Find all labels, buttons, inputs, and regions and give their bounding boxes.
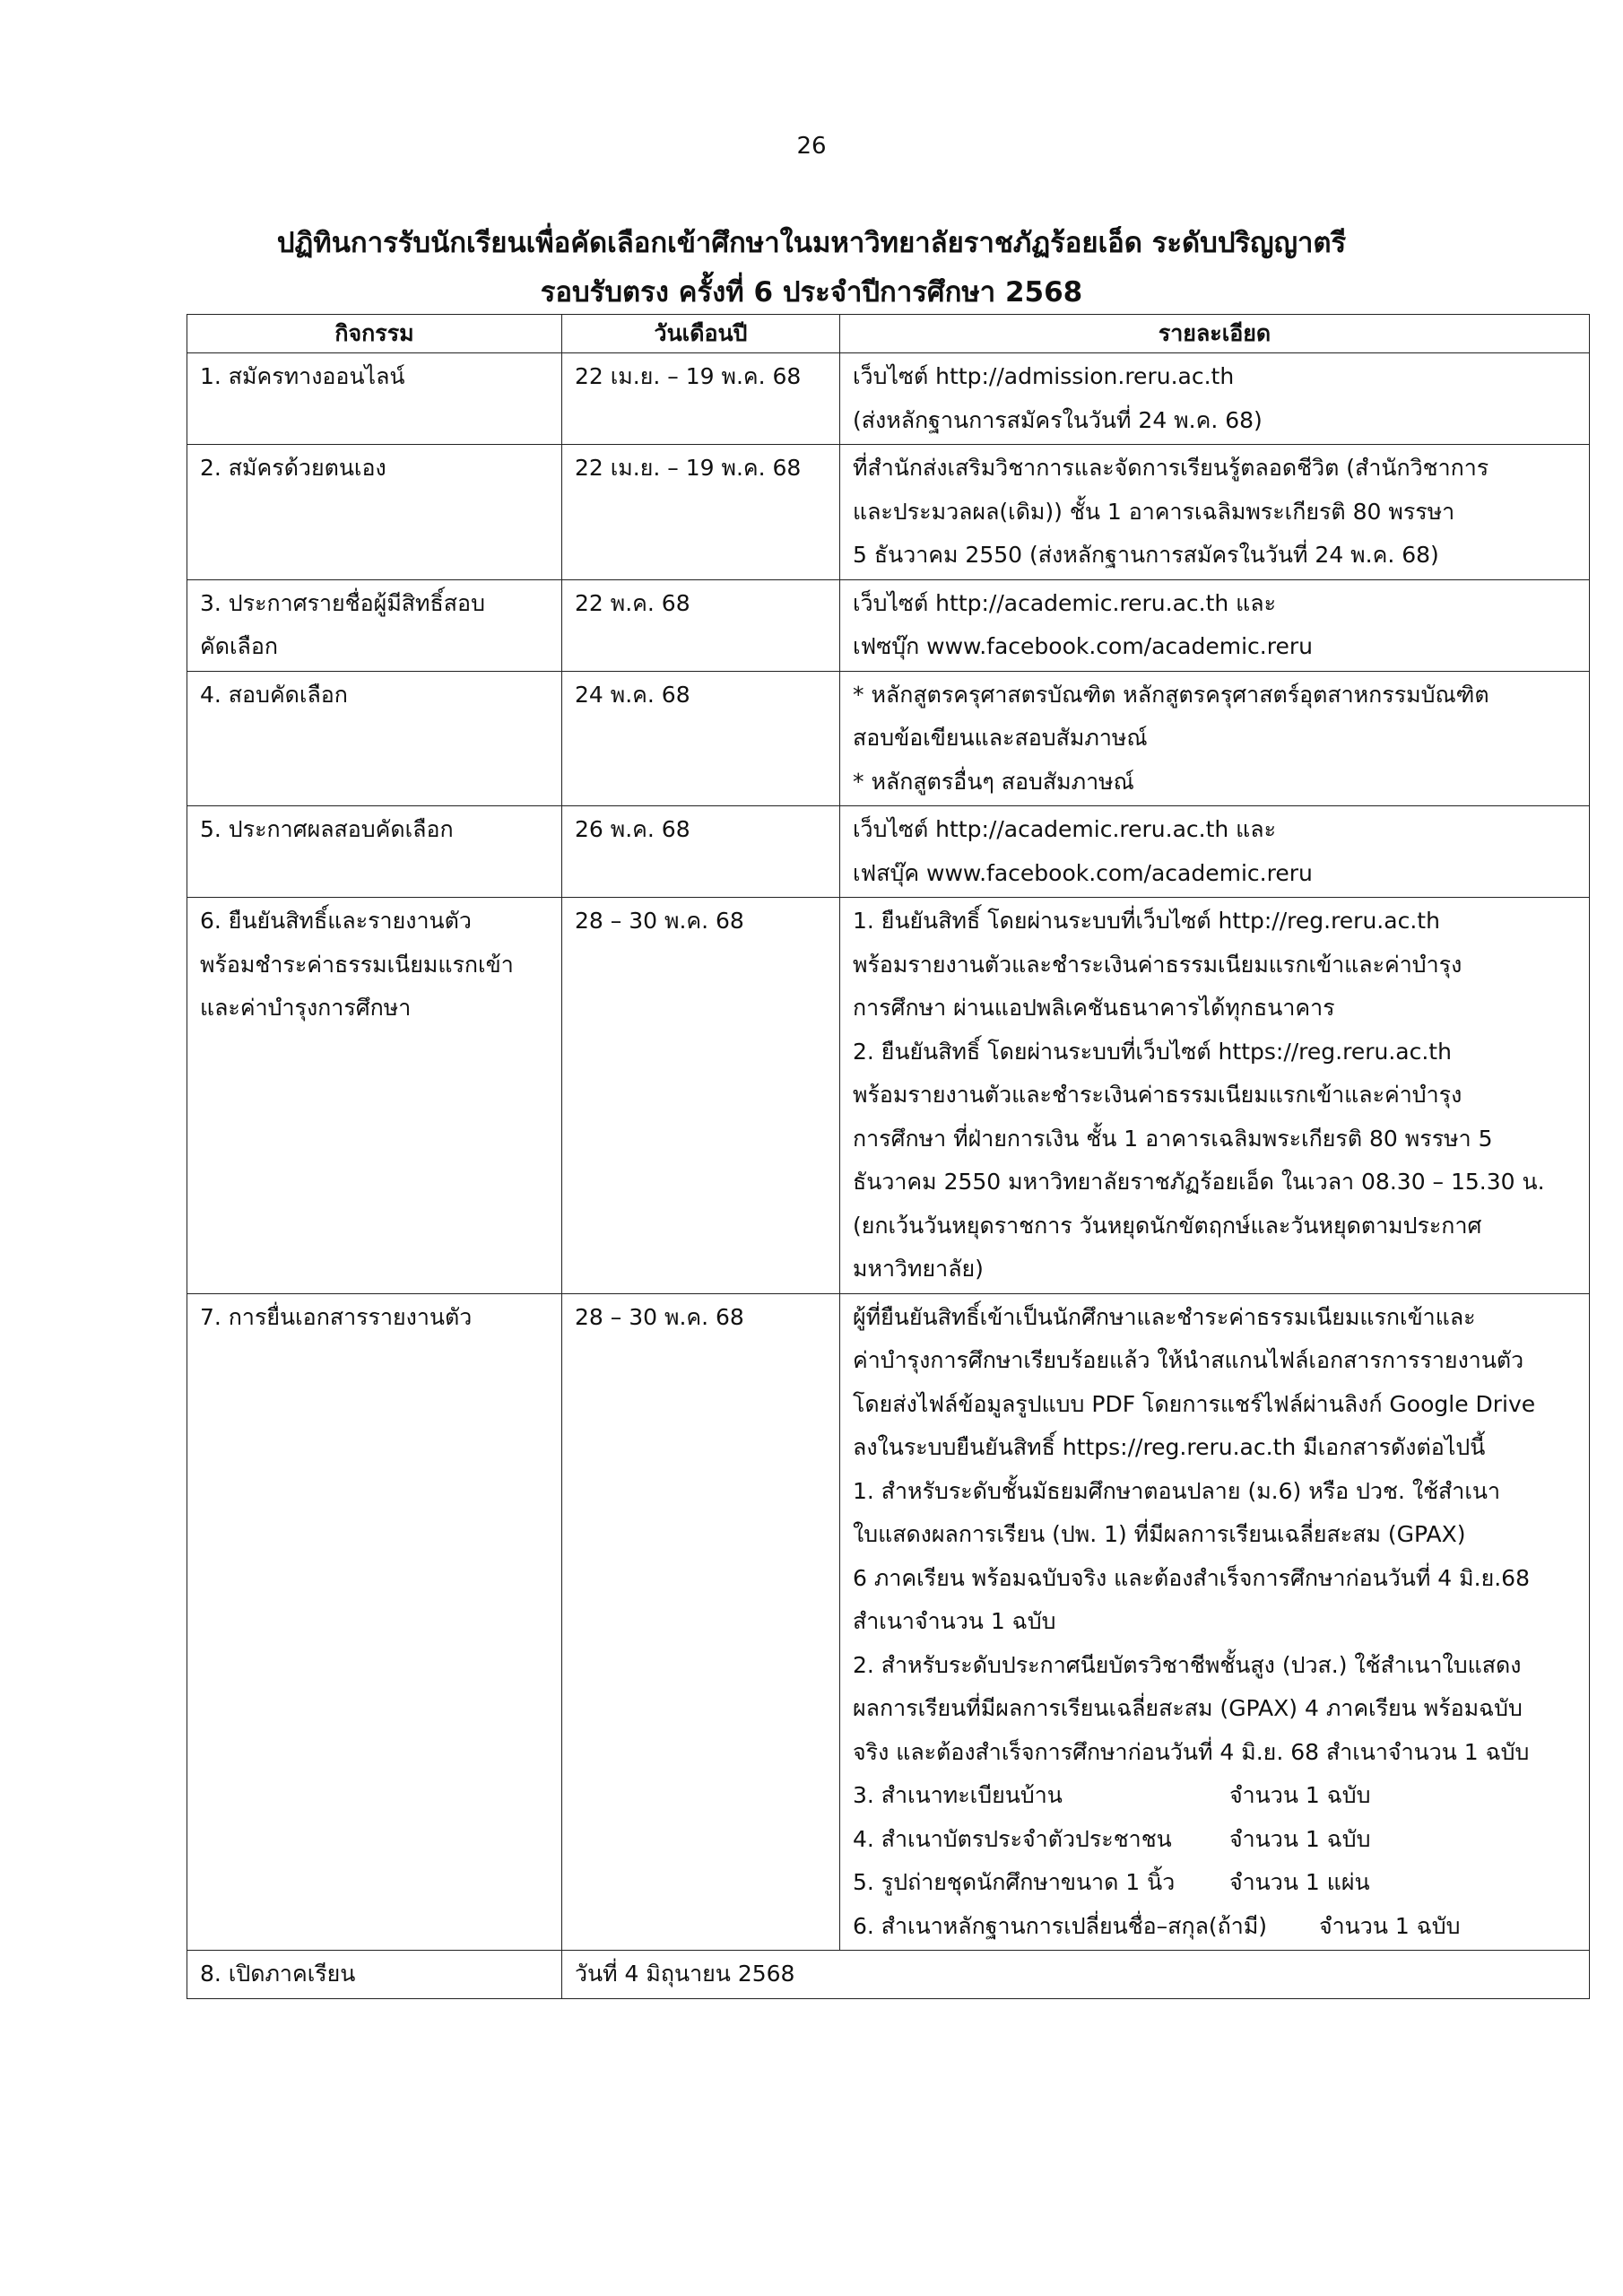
detail-line: สำเนาจำนวน 1 ฉบับ — [853, 1608, 1056, 1634]
date-cell: 22 พ.ค. 68 — [562, 579, 840, 671]
detail-line: * หลักสูตรครุศาสตรบัณฑิต หลักสูตรครุศาสตร์อุตสาหกรรมบัณฑิต — [853, 681, 1489, 708]
doc-item-name: 6. สำเนาหลักฐานการเปลี่ยนชื่อ–สกุล(ถ้ามี) — [853, 1912, 1268, 1939]
document-subtitle: รอบรับตรง ครั้งที่ 6 ประจำปีการศึกษา 2568 — [540, 276, 1083, 309]
detail-line: เฟสบุ๊ค www.facebook.com/academic.reru — [853, 859, 1313, 886]
activity-cell — [187, 445, 562, 580]
doc-item-name: 4. สำเนาบัตรประจำตัวประชาชน — [853, 1825, 1172, 1852]
activity-text: 6. ยืนยันสิทธิ์และรายงานตัว — [200, 908, 472, 934]
activity-text: 7. การยื่นเอกสารรายงานตัว — [200, 1303, 473, 1330]
detail-line: ผลการเรียนที่มีผลการเรียนเฉลี่ยสะสม (GPAX) 4 ภาคเรียน พร้อมฉบับ — [853, 1695, 1523, 1721]
table-row — [187, 806, 1590, 898]
detail-line: ธันวาคม 2550 มหาวิทยาลัยราชภัฏร้อยเอ็ด ในเวลา 08.30 – 15.30 น. — [853, 1169, 1545, 1195]
header-details: รายละเอียด — [840, 315, 1590, 353]
detail-line: 1. สำหรับระดับชั้นมัธยมศึกษาตอนปลาย (ม.6) หรือ ปวช. ใช้สำเนา — [853, 1477, 1501, 1504]
details-cell — [840, 1293, 1590, 1951]
detail-line: ลงในระบบยืนยันสิทธิ์ https://reg.reru.ac.th มีเอกสารดังต่อไปนี้ — [853, 1434, 1486, 1460]
activity-cell — [187, 1293, 562, 1951]
detail-line: พร้อมรายงานตัวและชำระเงินค่าธรรมเนียมแรกเข้าและค่าบำรุง — [853, 1082, 1462, 1108]
detail-line: เว็บไซต์ http://academic.reru.ac.th และ — [853, 589, 1277, 616]
doc-item-qty: จำนวน 1 แผ่น — [1229, 1869, 1370, 1895]
detail-line: ที่สำนักส่งเสริมวิชาการและจัดการเรียนรู้ตลอดชีวิต (สำนักวิชาการ — [853, 455, 1489, 481]
activity-text: 1. สมัครทางออนไลน์ — [200, 363, 405, 389]
details-cell — [840, 806, 1590, 898]
detail-line: (ยกเว้นวันหยุดราชการ วันหยุดนักขัตฤกษ์และวันหยุดตามประกาศ — [853, 1212, 1482, 1239]
activity-cell — [187, 671, 562, 806]
table-row — [187, 1293, 1590, 1951]
doc-item-qty: จำนวน 1 ฉบับ — [1229, 1825, 1371, 1852]
detail-line: เว็บไซต์ http://academic.reru.ac.th และ — [853, 816, 1277, 842]
table-row — [187, 353, 1590, 445]
activity-text: พร้อมชำระค่าธรรมเนียมแรกเข้า — [200, 951, 514, 978]
detail-line: 5 ธันวาคม 2550 (ส่งหลักฐานการสมัครในวันที่ 24 พ.ค. 68) — [853, 542, 1439, 568]
doc-item — [853, 1905, 1576, 1949]
detail-line: (ส่งหลักฐานการสมัครในวันที่ 24 พ.ค. 68) — [853, 406, 1263, 433]
doc-item — [853, 1861, 1576, 1905]
table-row — [187, 1951, 1590, 1999]
activity-text: 5. ประกาศผลสอบคัดเลือก — [200, 816, 454, 842]
details-cell — [840, 898, 1590, 1294]
detail-line: ค่าบำรุงการศึกษาเรียบร้อยแล้ว ให้นำสแกนไฟล์เอกสารการรายงานตัว — [853, 1347, 1524, 1373]
detail-line: การศึกษา ที่ฝ่ายการเงิน ชั้น 1 อาคารเฉลิมพระเกียรติ 80 พรรษา 5 — [853, 1125, 1493, 1152]
date-cell: 22 เม.ย. – 19 พ.ค. 68 — [562, 353, 840, 445]
detail-line: และประมวลผล(เดิม)) ชั้น 1 อาคารเฉลิมพระเกียรติ 80 พรรษา — [853, 498, 1455, 525]
activity-cell: 8. เปิดภาคเรียน — [187, 1951, 562, 1999]
details-cell — [840, 671, 1590, 806]
detail-line: ผู้ที่ยืนยันสิทธิ์เข้าเป็นนักศึกษาและชำระค่าธรรมเนียมแรกเข้าและ — [853, 1303, 1476, 1330]
header-date: วันเดือนปี — [562, 315, 840, 353]
detail-line: สอบข้อเขียนและสอบสัมภาษณ์ — [853, 725, 1148, 751]
detail-line: จริง และต้องสำเร็จการศึกษาก่อนวันที่ 4 มิ.ย. 68 สำเนาจำนวน 1 ฉบับ — [853, 1738, 1530, 1765]
detail-line: ใบแสดงผลการเรียน (ปพ. 1) ที่มีผลการเรียนเฉลี่ยสะสม (GPAX) — [853, 1521, 1466, 1547]
document-title: ปฏิทินการรับนักเรียนเพื่อคัดเลือกเข้าศึกษาในมหาวิทยาลัยราชภัฏร้อยเอ็ด ระดับปริญญาตรี — [276, 227, 1347, 259]
details-cell — [840, 445, 1590, 580]
table-row — [187, 445, 1590, 580]
detail-line: การศึกษา ผ่านแอปพลิเคชันธนาคารได้ทุกธนาคาร — [853, 995, 1335, 1021]
detail-line: พร้อมรายงานตัวและชำระเงินค่าธรรมเนียมแรกเข้าและค่าบำรุง — [853, 951, 1462, 978]
table-row — [187, 579, 1590, 671]
detail-line: เฟซบุ๊ก www.facebook.com/academic.reru — [853, 633, 1313, 659]
doc-item — [853, 1818, 1576, 1862]
detail-line: 6 ภาคเรียน พร้อมฉบับจริง และต้องสำเร็จการศึกษาก่อนวันที่ 4 มิ.ย.68 — [853, 1564, 1530, 1591]
detail-line: โดยส่งไฟล์ข้อมูลรูปแบบ PDF โดยการแชร์ไฟล์ผ่านลิงก์ Google Drive — [853, 1390, 1536, 1417]
date-cell: 26 พ.ค. 68 — [562, 806, 840, 898]
table-row — [187, 898, 1590, 1294]
date-cell: 28 – 30 พ.ค. 68 — [562, 1293, 840, 1951]
detail-line: 2. สำหรับระดับประกาศนียบัตรวิชาชีพชั้นสูง (ปวส.) ใช้สำเนาใบแสดง — [853, 1651, 1522, 1678]
activity-cell — [187, 579, 562, 671]
detail-line: เว็บไซต์ http://admission.reru.ac.th — [853, 363, 1235, 389]
detail-line: มหาวิทยาลัย) — [853, 1256, 984, 1282]
details-cell — [840, 579, 1590, 671]
activity-text: 3. ประกาศรายชื่อผู้มีสิทธิ์สอบ — [200, 589, 485, 616]
activity-text: 2. สมัครด้วยตนเอง — [200, 455, 386, 481]
date-cell: 28 – 30 พ.ค. 68 — [562, 898, 840, 1294]
details-cell — [840, 353, 1590, 445]
date-cell: 22 เม.ย. – 19 พ.ค. 68 — [562, 445, 840, 580]
activity-text: และค่าบำรุงการศึกษา — [200, 995, 412, 1021]
detail-line: 2. ยืนยันสิทธิ์ โดยผ่านระบบที่เว็บไซต์ https://reg.reru.ac.th — [853, 1038, 1452, 1065]
activity-cell — [187, 806, 562, 898]
activity-text: คัดเลือก — [200, 633, 278, 659]
date-cell: วันที่ 4 มิถุนายน 2568 — [562, 1951, 1590, 1999]
date-cell: 24 พ.ค. 68 — [562, 671, 840, 806]
activity-cell — [187, 353, 562, 445]
schedule-table — [187, 314, 1590, 1999]
doc-item-qty: จำนวน 1 ฉบับ — [1319, 1912, 1461, 1939]
page-number: 26 — [796, 133, 827, 160]
doc-item-name: 5. รูปถ่ายชุดนักศึกษาขนาด 1 นิ้ว — [853, 1869, 1176, 1895]
detail-line: 1. ยืนยันสิทธิ์ โดยผ่านระบบที่เว็บไซต์ http://reg.reru.ac.th — [853, 908, 1440, 934]
doc-item-qty: จำนวน 1 ฉบับ — [1229, 1782, 1371, 1808]
table-row — [187, 671, 1590, 806]
header-activity: กิจกรรม — [187, 315, 562, 353]
doc-item-name: 3. สำเนาทะเบียนบ้าน — [853, 1782, 1063, 1808]
detail-line: * หลักสูตรอื่นๆ สอบสัมภาษณ์ — [853, 768, 1134, 795]
activity-text: 4. สอบคัดเลือก — [200, 681, 348, 708]
activity-cell — [187, 898, 562, 1294]
doc-item — [853, 1774, 1576, 1818]
table-header-row — [187, 315, 1590, 353]
